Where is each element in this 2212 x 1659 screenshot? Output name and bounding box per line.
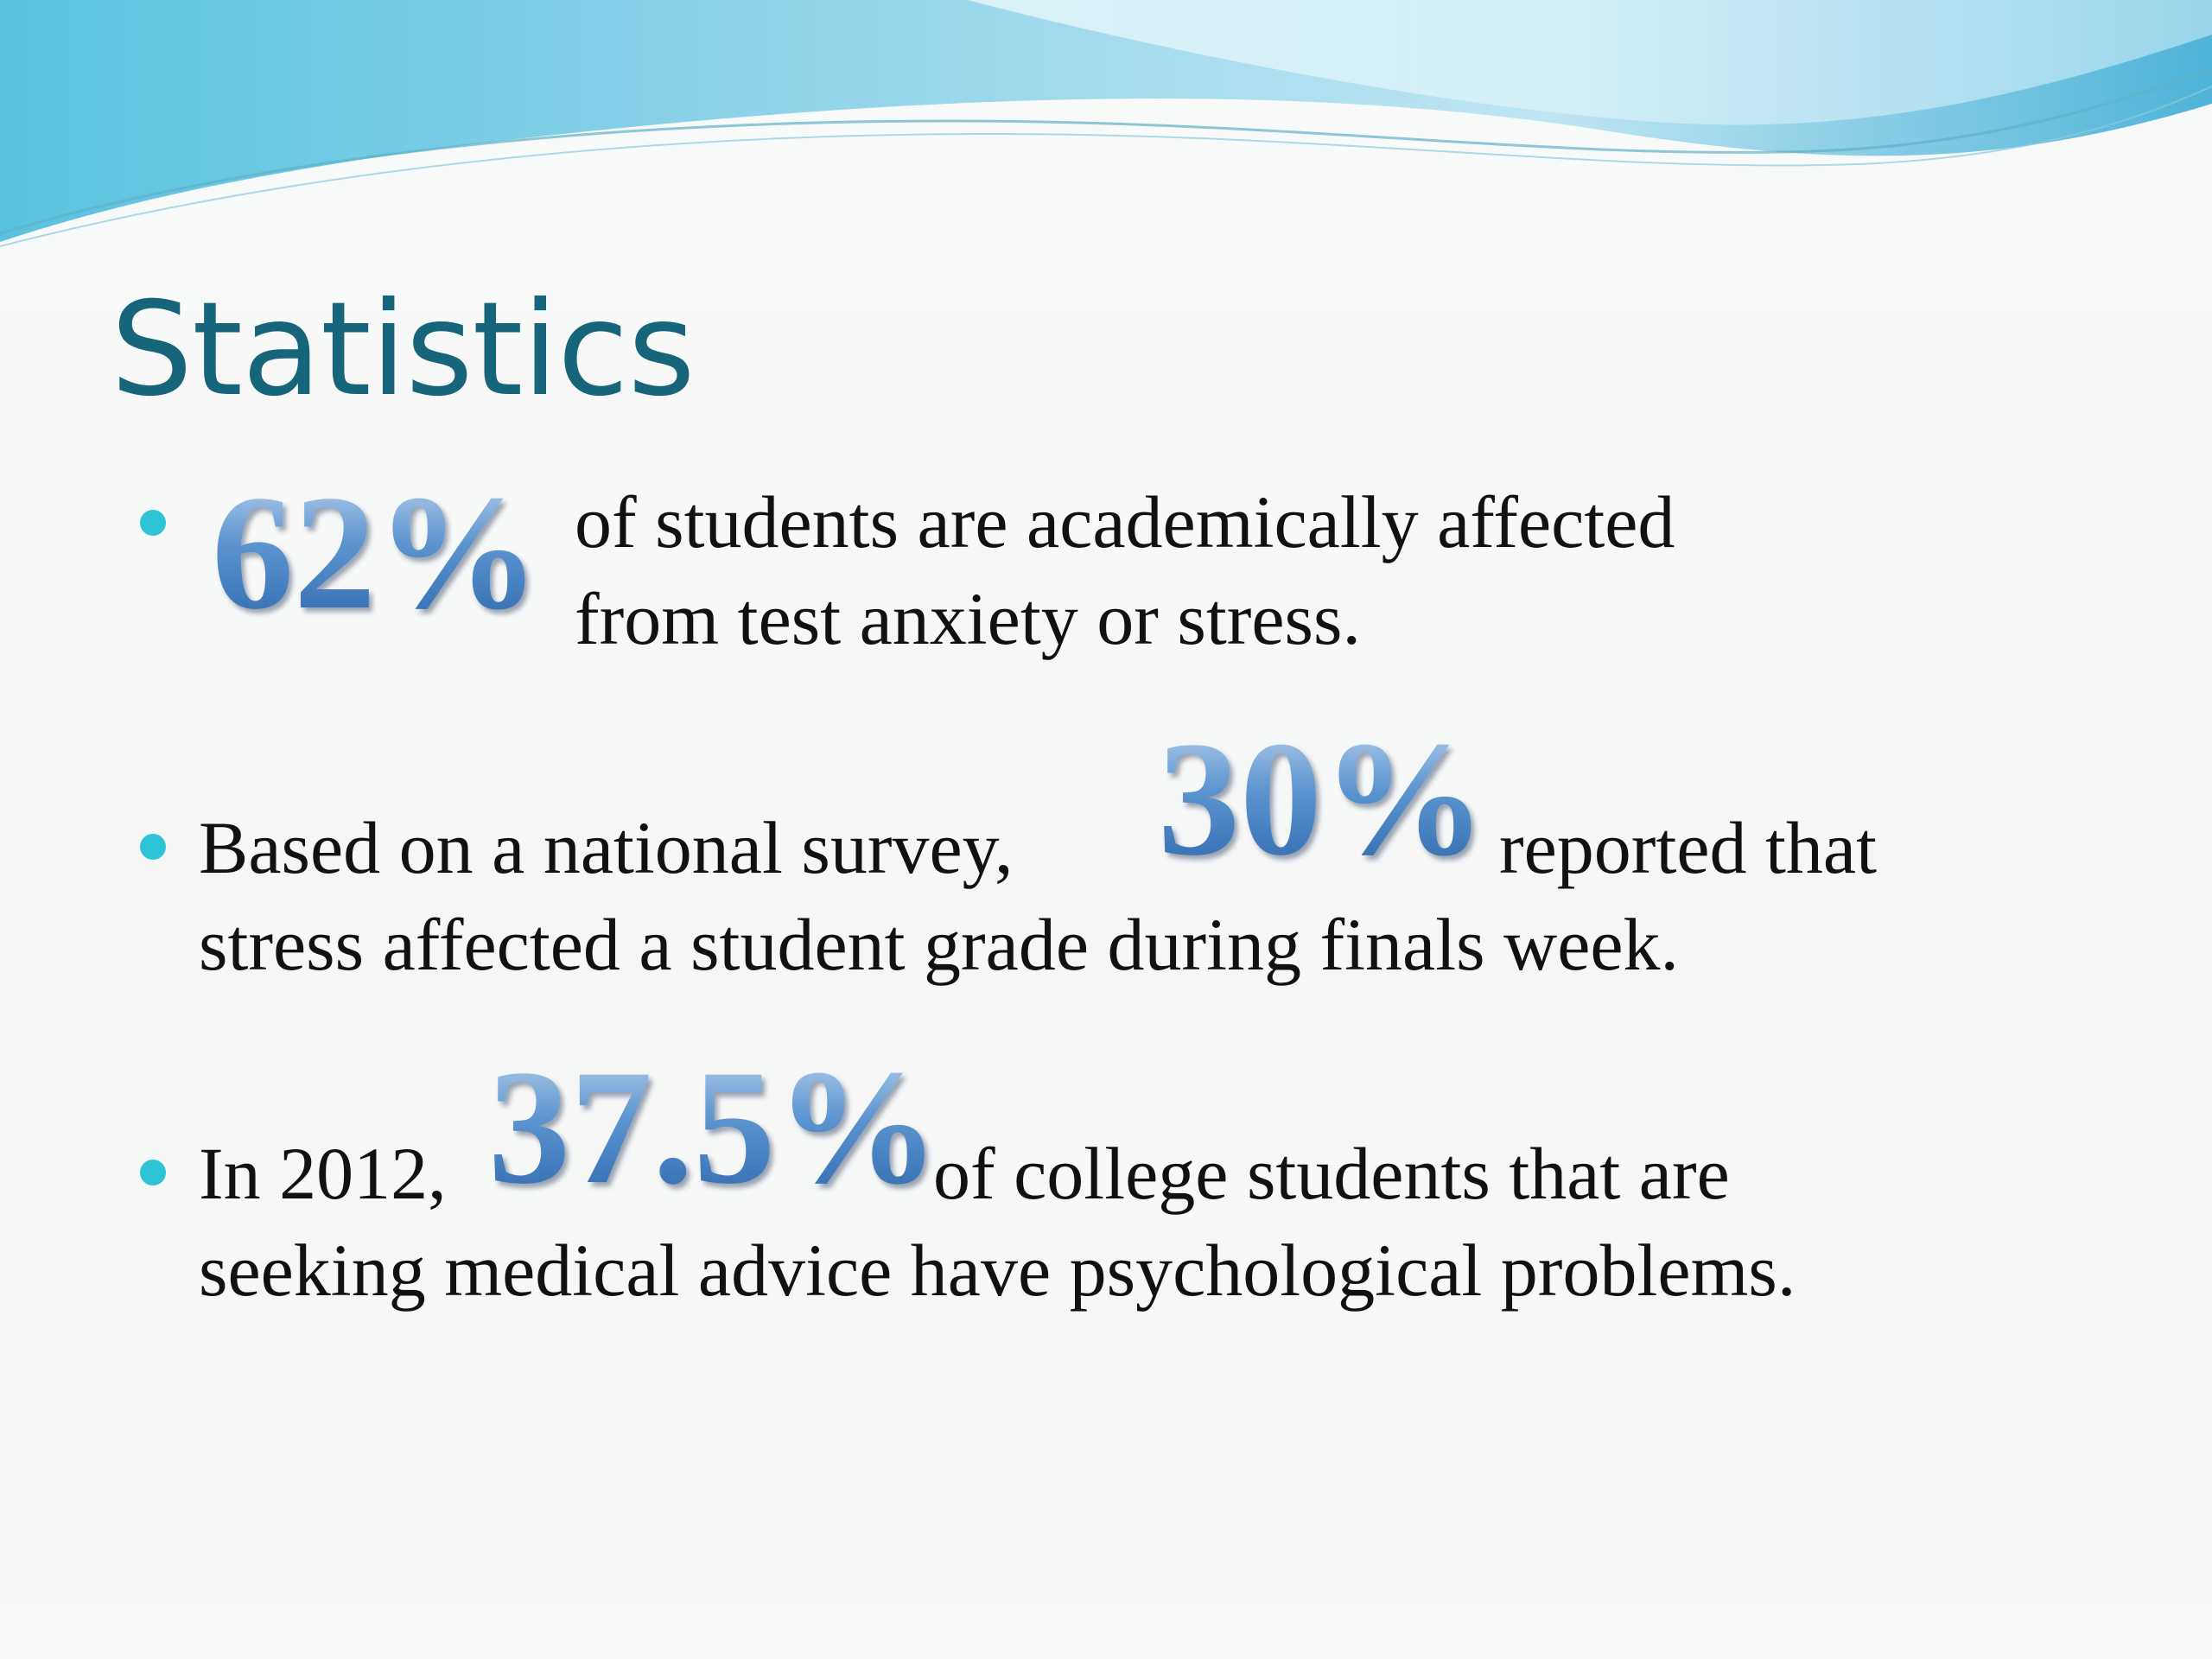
bullet-3-suffix: of college students that are <box>933 1132 1730 1215</box>
bullet-3-prefix: In 2012, <box>199 1132 447 1215</box>
bullet-2-line-2: stress affected a student grade during finals week. <box>199 903 1680 986</box>
bullet-1-dot <box>140 510 166 536</box>
bullet-1-line-1: of students are academically affected <box>575 480 1675 563</box>
slide-title: Statistics <box>111 275 695 425</box>
stat-62-percent: 62% <box>212 462 540 644</box>
stat-37-5-percent: 37.5% <box>488 1037 940 1218</box>
bullet-2-prefix: Based on a national survey, <box>199 806 1014 889</box>
bullet-2-dot <box>140 834 166 860</box>
bullet-3-dot <box>140 1160 166 1185</box>
bullet-2-suffix: reported that <box>1499 806 1877 889</box>
bullet-3-line-2: seeking medical advice have psychological problems. <box>199 1229 1796 1312</box>
bullet-1-line-2: from test anxiety or stress. <box>575 577 1361 660</box>
stat-30-percent: 30% <box>1158 709 1486 890</box>
header-wave-decoration <box>0 0 2212 259</box>
